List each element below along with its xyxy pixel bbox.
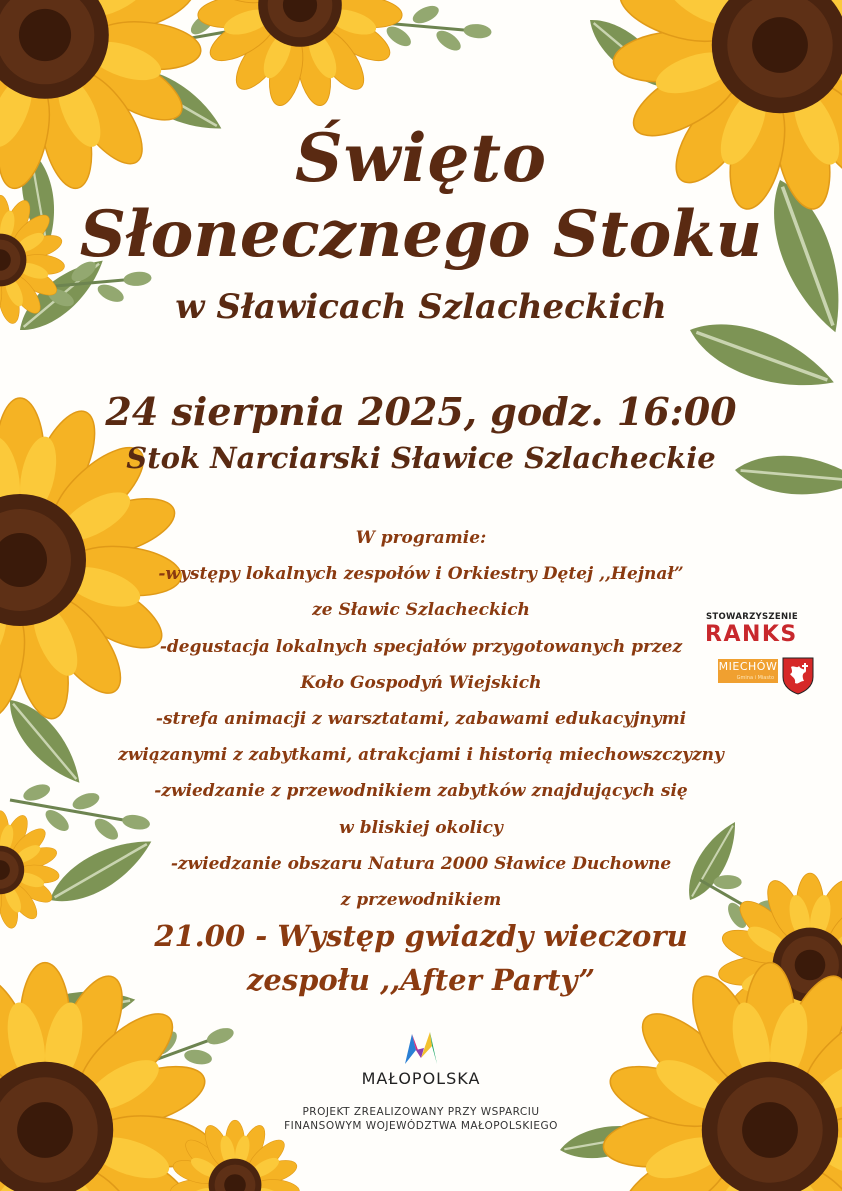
miechow-logo — [718, 659, 778, 683]
program-list — [0, 520, 842, 918]
program-line: ze Sławic Szlacheckich — [312, 600, 530, 621]
headliner-line-1: 21.00 - Występ gwiazdy wieczoru — [154, 919, 688, 953]
ranks-association-label: STOWARZYSZENIE — [706, 612, 798, 622]
funding-note-line-2: FINANSOWYM WOJEWÓDZTWA MAŁOPOLSKIEGO — [284, 1120, 558, 1132]
headliner-line-2: zespołu ,,After Party” — [246, 963, 596, 997]
event-place: Stok Narciarski Sławice Szlacheckie — [126, 441, 716, 475]
program-line: -degustacja lokalnych specjałów przygotowanych przez — [159, 636, 683, 657]
title-line-3: w Sławicach Szlacheckich — [175, 287, 667, 327]
miechow-crest-icon — [782, 657, 814, 695]
headliner — [0, 914, 842, 1002]
sunflower-top-center-left — [196, 0, 403, 109]
malopolska-logo-icon — [402, 1028, 440, 1068]
miechow-label: MIECHÓW — [718, 660, 778, 673]
program-line: z przewodnikiem — [340, 889, 502, 910]
program-line: związanymi z zabytkami, atrakcjami i historią miechowszczyzny — [118, 745, 724, 766]
program-line: -występy lokalnych zespołów i Orkiestry Dętej ,,Hejnał” — [158, 564, 684, 585]
funding-note — [0, 1105, 842, 1133]
program-line: -zwiedzanie obszaru Natura 2000 Sławice Duchowne — [170, 853, 672, 874]
malopolska-label: MAŁOPOLSKA — [361, 1069, 481, 1088]
title-line-1: Święto — [294, 119, 548, 197]
program-line: Koło Gospodyń Wiejskich — [300, 672, 542, 693]
program-line: w bliskiej okolicy — [339, 817, 503, 838]
program-header: W programie: — [355, 528, 487, 548]
program-line: -strefa animacji z warsztatami, zabawami edukacyjnymi — [155, 708, 687, 729]
ranks-logo — [700, 612, 830, 648]
funding-note-line-1: PROJEKT ZREALIZOWANY PRZY WSPARCIU — [302, 1106, 540, 1118]
title-line-2: Słonecznego Stoku — [79, 197, 763, 272]
event-date: 24 sierpnia 2025, godz. 16:00 — [105, 389, 737, 434]
program-line: -zwiedzanie z przewodnikiem zabytków znajdujących się — [154, 781, 688, 802]
ranks-name: RANKS — [705, 622, 798, 647]
miechow-sublabel: Gmina i Miasto — [736, 675, 774, 681]
